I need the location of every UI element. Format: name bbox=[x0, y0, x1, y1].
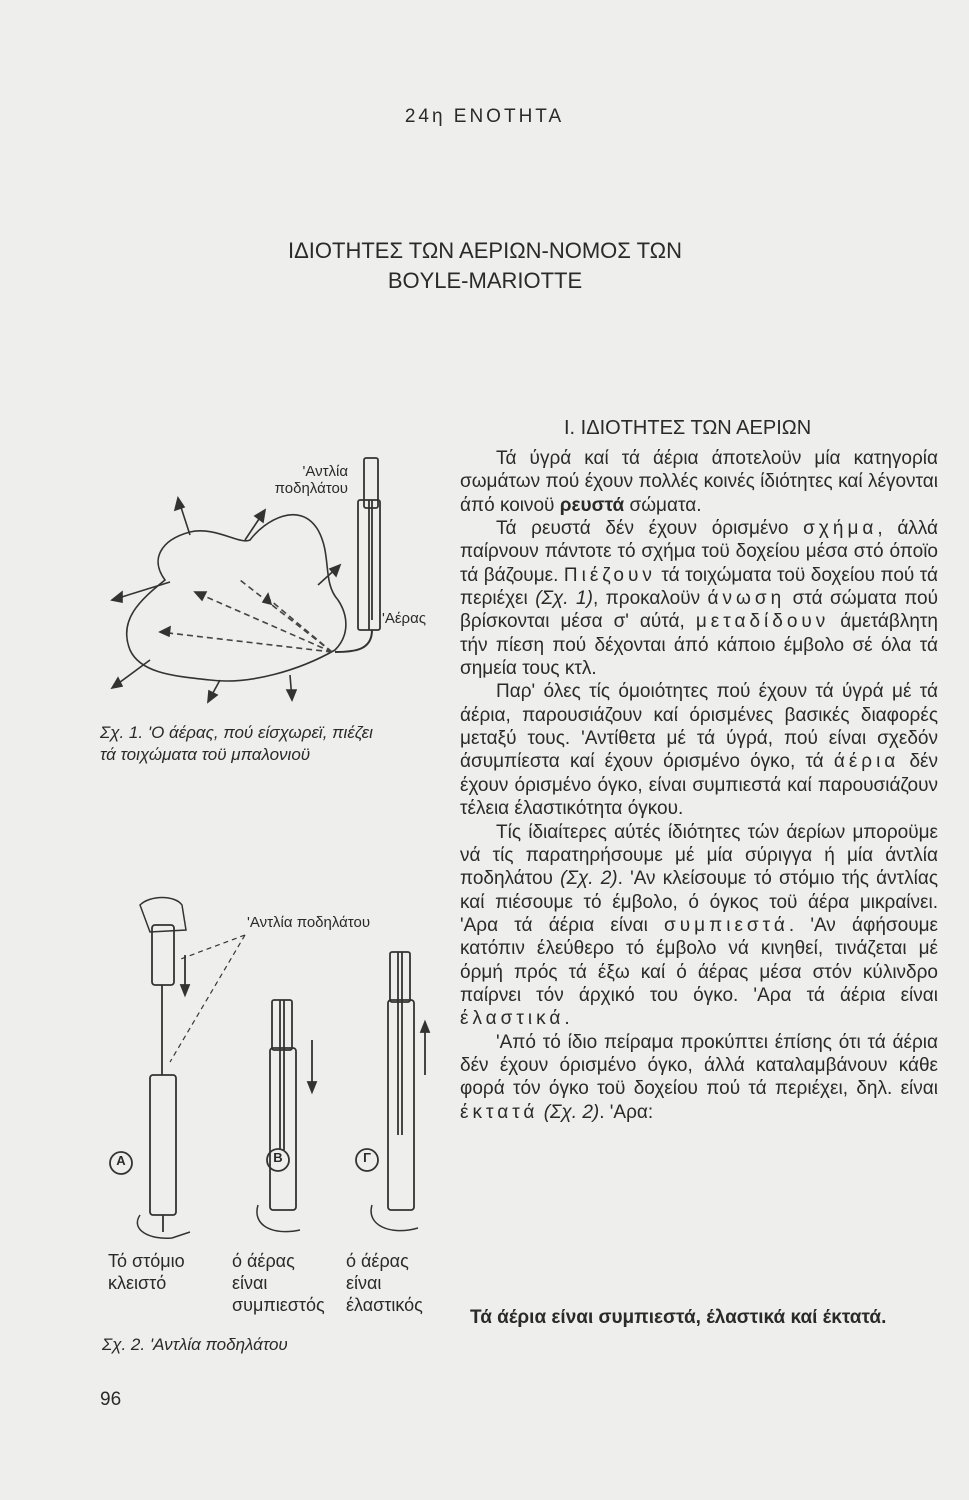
p3-term-gases: άέρια bbox=[833, 751, 900, 773]
p4-text-g: . bbox=[564, 1008, 570, 1030]
title-line-1: ΙΔΙΟΤΗΤΕΣ ΤΩΝ ΑΕΡΙΩΝ-ΝΟΜΟΣ ΤΩΝ bbox=[288, 238, 682, 263]
paragraph-3 bbox=[460, 680, 938, 820]
pump-label-pointers bbox=[170, 935, 245, 1062]
paragraph-1 bbox=[460, 447, 938, 517]
p1-text-c: σώματα. bbox=[624, 494, 702, 516]
fig2-label-b-line2: είναι bbox=[232, 1273, 268, 1293]
p5-text-a: 'Από τό ίδιο πείραμα προκύπτει έπίσης ότι τά άέρια δέν έχουν όρισμένο όγκο, άλλά καταλαμβάνουν κάθε φορά τόν όγκο τοϋ δοχείου πού τά περιέχει, δηλ. είναι bbox=[460, 1031, 938, 1100]
fig2-label-a bbox=[108, 1250, 185, 1294]
p4-text-a: Τίς ίδιαίτερες αύτές ίδιότητες τών άερίων μποροϋμε νά τίς παρατηρήσουμε μέ μία σύριγγα ή μία άντλία ποδηλάτου bbox=[460, 821, 938, 890]
p5-text-e: . 'Αρα: bbox=[599, 1101, 654, 1123]
p2-term-transmit: μεταδίδουν bbox=[695, 611, 830, 633]
fig2-label-c-line1: ό άέρας bbox=[346, 1251, 409, 1271]
p2-text-g: , προκαλοϋν bbox=[592, 588, 708, 610]
figure-1-caption-line2: τά τοιχώματα τοϋ μπαλονιοϋ bbox=[100, 745, 311, 764]
fig2-label-b-line3: συμπιεστός bbox=[232, 1295, 325, 1315]
p4-text-c: . 'Αν κλείσουμε τό στόμιο τής άντλίας καί πιέσουμε τό έμβολο, ό όγκος τοϋ άέρα μικραίνει. 'Αρα τά άέρια είναι bbox=[460, 868, 938, 936]
label-c: Γ bbox=[363, 1150, 371, 1165]
pump-c bbox=[371, 952, 429, 1231]
paragraph-4 bbox=[460, 821, 938, 1031]
p3-text-a: Παρ' όλες τίς όμοιότητες πού έχουν τά ύγρά μέ τά άέρια, παρουσιάζουν καί όρισμένες βασικές διαφορές μεταξύ τους. 'Αντίθετα μέ τά ύγρά, πού είναι σχεδόν άσυμπίεστα καί έχουν όρισμένο όγκο, τά bbox=[460, 681, 938, 773]
p2-text-i: στά σώματα πού βρίσκονται μέσα σ' αύτά, bbox=[460, 588, 939, 633]
p2-term-shape: σχήμα bbox=[803, 518, 878, 540]
p5-ref-fig2: (Σχ. 2) bbox=[543, 1101, 600, 1123]
p5-term-expansible: έκτατά bbox=[460, 1101, 539, 1123]
conclusion: Τά άέρια είναι συμπιεστά, έλαστικά καί έκτατά. bbox=[470, 1307, 887, 1328]
label-a: A bbox=[116, 1153, 126, 1168]
section-heading: Ι. ΙΔΙΟΤΗΤΕΣ ΤΩΝ ΑΕΡΙΩΝ bbox=[564, 417, 812, 439]
body-text bbox=[460, 447, 938, 1124]
pump-a bbox=[137, 898, 190, 1239]
label-b: B bbox=[273, 1150, 283, 1165]
fig2-label-c-line2: είναι bbox=[346, 1273, 382, 1293]
paragraph-2 bbox=[460, 517, 938, 680]
fig2-label-b-line1: ό άέρας bbox=[232, 1251, 295, 1271]
fig2-label-c bbox=[346, 1250, 423, 1316]
fig1-air-label: 'Αέρας bbox=[382, 610, 426, 627]
figure-1-caption-line1: Σχ. 1. 'Ο άέρας, πού είσχωρεϊ, πιέζει bbox=[100, 723, 373, 742]
title-line-2: BOYLE-MARIOTTE bbox=[387, 268, 583, 293]
pump-b bbox=[257, 1000, 316, 1232]
p2-term-press: Πιέζουν bbox=[563, 564, 656, 586]
fig2-label-a-line1: Τό στόμιο bbox=[108, 1251, 185, 1271]
fig2-pump-label: 'Αντλία ποδηλάτου bbox=[247, 914, 371, 931]
p3-text-c: δέν έχουν όρισμένο όγκο, είναι συμπιεστά καί παρουσιάζουν τέλεια έλαστικότητα όγκου. bbox=[460, 751, 939, 820]
p2-text-k: άμετάβλητη τήν πίεση πού δέχονται άπό κάποιο έμβολο σέ όλα τά σημεία τους κτλ. bbox=[460, 611, 938, 680]
p4-term-compressible: συμπιεστά bbox=[664, 914, 789, 936]
p4-ref-fig2: (Σχ. 2) bbox=[560, 868, 618, 890]
p2-text-a: Τά ρευστά δέν έχουν όρισμένο bbox=[496, 518, 804, 540]
section-header: 24η ΕΝΟΤΗΤΑ bbox=[404, 106, 565, 127]
p4-term-elastic: έλαστικά bbox=[460, 1008, 565, 1030]
p1-text-a: Τά ύγρά καί τά άέρια άποτελοϋν μία κατηγορία σωμάτων πού έχουν πολλές κοινές ίδιότητες καί λέγονται άπό κοινοϋ bbox=[460, 448, 938, 516]
p2-text-e: τά τοιχώματα τοϋ δοχείου πού τά περιέχει bbox=[460, 564, 938, 610]
p2-text-c: , άλλά παίρνουν πάντοτε τό σχήμα τοϋ δοχείου μέσα στό όποϊο τά βάζουμε. bbox=[460, 518, 938, 586]
fig2-label-b bbox=[232, 1250, 325, 1316]
p2-term-buoyancy: άνωση bbox=[707, 588, 786, 610]
figure-2-caption: Σχ. 2. 'Αντλία ποδηλάτου bbox=[102, 1335, 288, 1354]
page-number: 96 bbox=[100, 1389, 122, 1410]
p4-text-e: . 'Αν άφήσουμε κατόπιν έλεύθερο τό έμβολο νά κινηθεί, τινάζεται μέ όρμή πρός τά έξω καί ό άέρας μέσα στόν κύλινδρο παίρνει τόν άρχικό του όγκο. 'Αρα τά άέρια είναι bbox=[460, 914, 938, 1006]
fig1-pump-label-line1: 'Αντλία bbox=[302, 463, 348, 480]
fig2-label-a-line2: κλειστό bbox=[108, 1273, 167, 1293]
p2-ref-fig1: (Σχ. 1) bbox=[535, 588, 593, 610]
p1-term-fluids: ρευστά bbox=[559, 494, 625, 516]
fig2-label-c-line3: έλαστικός bbox=[346, 1295, 423, 1315]
fig1-pump-label-line2: ποδηλάτου bbox=[274, 480, 348, 497]
paragraph-5 bbox=[460, 1031, 938, 1124]
